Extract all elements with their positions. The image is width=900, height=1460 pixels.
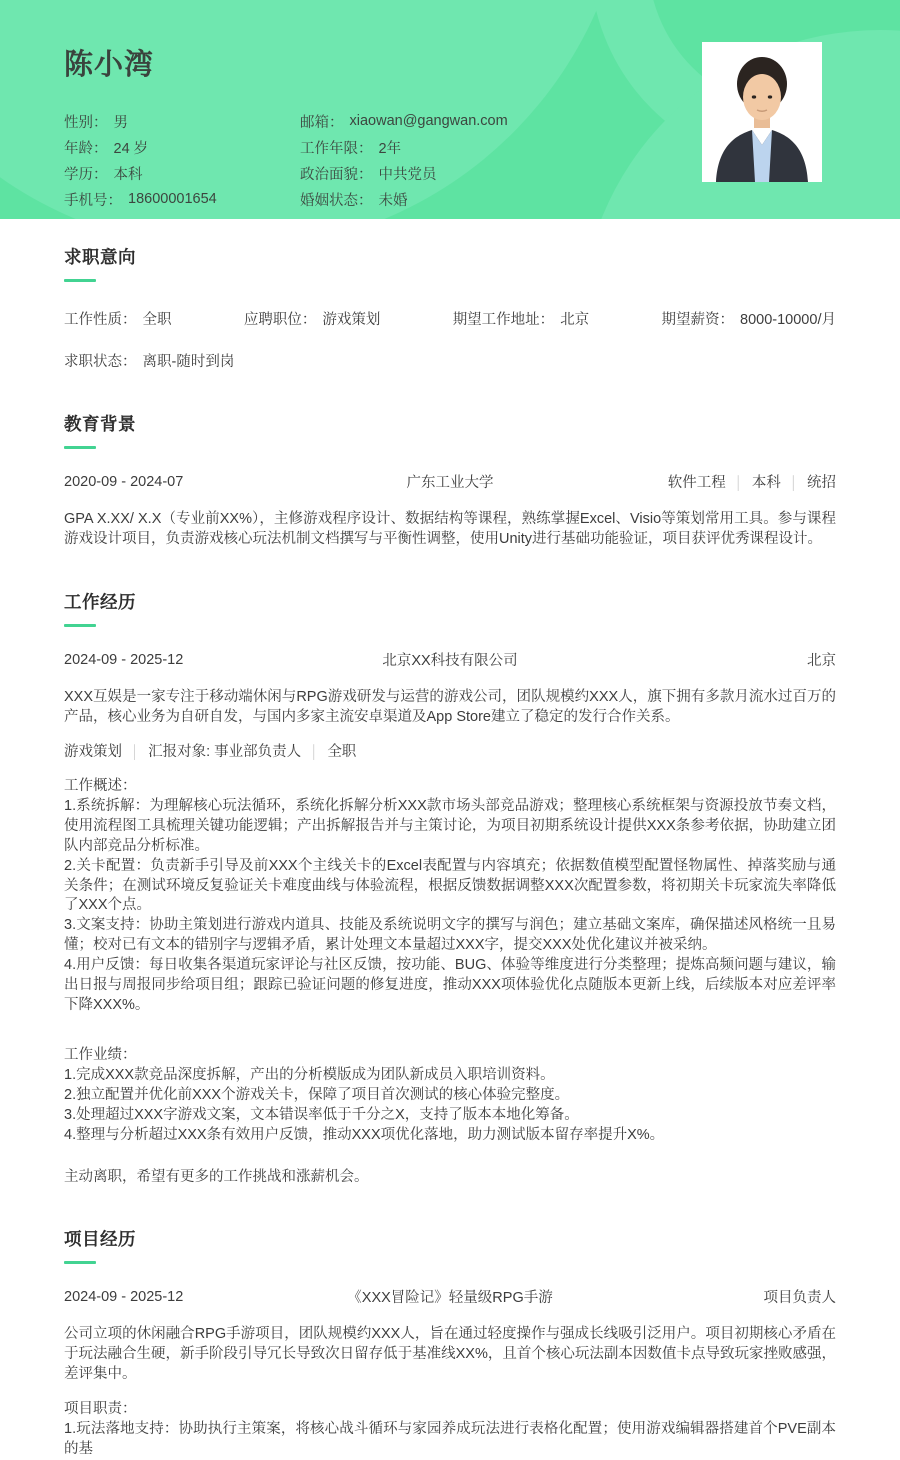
info-political-status: 政治面貌： 中共党员 bbox=[300, 166, 437, 183]
intention-position: 应聘职位： 游戏策划 bbox=[243, 312, 381, 328]
work-period: 2024-09 - 2025-12 bbox=[64, 651, 184, 668]
work-achievements bbox=[64, 1046, 836, 1146]
portrait-photo-icon bbox=[702, 42, 822, 182]
company-intro: XXX互娱是一家专注于移动端休闲与RPG游戏研发与运营的游戏公司，团队规模约XXX人，旗下拥有多款月流水过百万的产品，核心业务为自研自发，与国内多家主流安卓渠道及App Store建立了稳定的发行合作关系。 bbox=[64, 689, 836, 725]
divider: │ bbox=[131, 744, 140, 759]
project-duties bbox=[64, 1400, 836, 1460]
title-underline bbox=[64, 624, 96, 627]
intention-job-type: 工作性质： 全职 bbox=[64, 312, 172, 328]
project-intro: 公司立项的休闲融合RPG手游项目，团队规模约XXX人，旨在通过轻度操作与强成长线吸引泛用户。项目初期核心矛盾在于玩法融合生硬，新手阶段引导冗长导致次日留存低于基准线XX%，且首个核心玩法副本因数值卡点导致玩家挫败感强，差评集中。 bbox=[64, 1326, 836, 1383]
education-period: 2020-09 - 2024-07 bbox=[64, 473, 184, 490]
work-achievement-item: 3.处理超过XXX字游戏文案，文本错误率低于千分之X，支持了版本本地化筹备。 bbox=[64, 1106, 579, 1123]
section-work-experience bbox=[64, 589, 836, 1186]
divider: │ bbox=[310, 744, 319, 759]
resume-header bbox=[0, 0, 900, 219]
work-overview bbox=[64, 777, 836, 1016]
project-role: 项目负责人 bbox=[763, 1290, 836, 1307]
info-phone: 手机号： 18600001654 bbox=[64, 191, 217, 209]
section-title: 教育背景 bbox=[64, 414, 136, 434]
leave-note: 主动离职，希望有更多的工作挑战和涨薪机会。 bbox=[64, 1169, 369, 1186]
info-gender: 性别： 男 bbox=[64, 114, 128, 131]
candidate-name: 陈小湾 bbox=[64, 49, 155, 81]
work-row bbox=[64, 649, 836, 670]
intention-row-1 bbox=[64, 308, 836, 329]
info-age: 年龄： 24 岁 bbox=[64, 140, 149, 157]
section-title: 项目经历 bbox=[64, 1229, 136, 1250]
work-achievement-title: 工作业绩： bbox=[64, 1046, 137, 1063]
intention-status: 求职状态： 离职-随时到岗 bbox=[64, 354, 235, 370]
work-overview-item: 1.系统拆解：为理解核心玩法循环，系统化拆解分析XXX款市场头部竞品游戏；整理核心系统框架与资源投放节奏文档，使用流程图工具梳理关键功能逻辑；产出拆解报告并与主策讨论，为项目初期系统设计提供XXX条参考依据，协助建立团队内部竞品分析标准。 bbox=[64, 797, 836, 854]
section-job-intention bbox=[64, 244, 836, 371]
info-marital-status: 婚姻状态： 未婚 bbox=[300, 192, 408, 209]
work-achievement-item: 2.独立配置并优化前XXX个游戏关卡，保障了项目首次测试的核心体验完整度。 bbox=[64, 1086, 570, 1103]
work-overview-item: 3.文案支持：协助主策划进行游戏内道具、技能及系统说明文字的撰写与润色；建立基础文案库，确保描述风格统一且易懂；校对已有文本的错别字与逻辑矛盾，累计处理文本量超过XXX字，提交XXX处优化建议并被采纳。 bbox=[64, 917, 836, 954]
resume-body bbox=[0, 244, 900, 1460]
work-location: 北京 bbox=[807, 653, 836, 669]
work-company: 北京XX科技有限公司 bbox=[382, 653, 518, 669]
info-email: 邮箱： xiaowan@gangwan.com bbox=[300, 113, 508, 131]
divider: │ bbox=[789, 475, 798, 490]
section-education bbox=[64, 411, 836, 549]
project-duty-title: 项目职责： bbox=[64, 1401, 137, 1418]
title-underline bbox=[64, 446, 96, 449]
intention-row-2 bbox=[64, 350, 836, 371]
section-title: 工作经历 bbox=[64, 592, 136, 612]
section-title: 求职意向 bbox=[64, 247, 136, 267]
project-duty-item: 1.玩法落地支持：协助执行主策案，将核心战斗循环与家园养成玩法进行表格化配置；使用游戏编辑器搭建首个PVE副本的基 bbox=[64, 1421, 836, 1458]
title-underline bbox=[64, 279, 96, 282]
work-overview-item: 4.用户反馈：每日收集各渠道玩家评论与社区反馈，按功能、BUG、体验等维度进行分类整理；提炼高频问题与建议，输出日报与周报同步给项目组；跟踪已验证问题的修复进度，推动XXX项体验优化点随版本更新上线，后续版本对应差评率下降XXX%。 bbox=[64, 957, 836, 1013]
education-degree-info: 软件工程 │ 本科 │ 统招 bbox=[667, 475, 836, 491]
intention-salary: 期望薪资： 8000-10000/月 bbox=[661, 312, 836, 328]
intention-location: 期望工作地址： 北京 bbox=[452, 312, 590, 328]
work-overview-item: 2.关卡配置：负责新手引导及前XXX个主线关卡的Excel表配置与内容填充；依据数值模型配置怪物属性、掉落奖励与通关条件；在测试环境反复验证关卡难度曲线与体验流程，根据反馈数据调整XXX次配置参数，将初期关卡玩家流失率降低了XXX个点。 bbox=[64, 857, 836, 914]
education-description: GPA X.XX/ X.X（专业前XX%），主修游戏程序设计、数据结构等课程，熟练掌握Excel、Visio等策划常用工具。参与课程游戏设计项目，负责游戏核心玩法机制文档撰写与平衡性调整，使用Unity进行基础功能验证，项目获评优秀课程设计。 bbox=[64, 511, 836, 547]
project-row bbox=[64, 1286, 836, 1307]
section-project-experience bbox=[64, 1226, 836, 1460]
education-school: 广东工业大学 bbox=[406, 475, 494, 491]
info-work-years: 工作年限： 2年 bbox=[300, 140, 402, 157]
profile-photo bbox=[702, 42, 822, 182]
work-achievement-item: 4.整理与分析超过XXX条有效用户反馈，推动XXX项优化落地，助力测试版本留存率提升X%。 bbox=[64, 1126, 665, 1143]
work-achievement-item: 1.完成XXX款竞品深度拆解，产出的分析模版成为团队新成员入职培训资料。 bbox=[64, 1066, 555, 1083]
info-education: 学历： 本科 bbox=[64, 166, 143, 183]
project-period: 2024-09 - 2025-12 bbox=[64, 1288, 184, 1305]
work-overview-title: 工作概述： bbox=[64, 778, 137, 794]
education-row bbox=[64, 471, 836, 492]
project-name: 《XXX冒险记》轻量级RPG手游 bbox=[347, 1290, 553, 1307]
work-meta: 游戏策划 │ 汇报对象: 事业部负责人 │ 全职 bbox=[64, 744, 357, 760]
title-underline bbox=[64, 1261, 96, 1264]
divider: │ bbox=[734, 475, 743, 490]
